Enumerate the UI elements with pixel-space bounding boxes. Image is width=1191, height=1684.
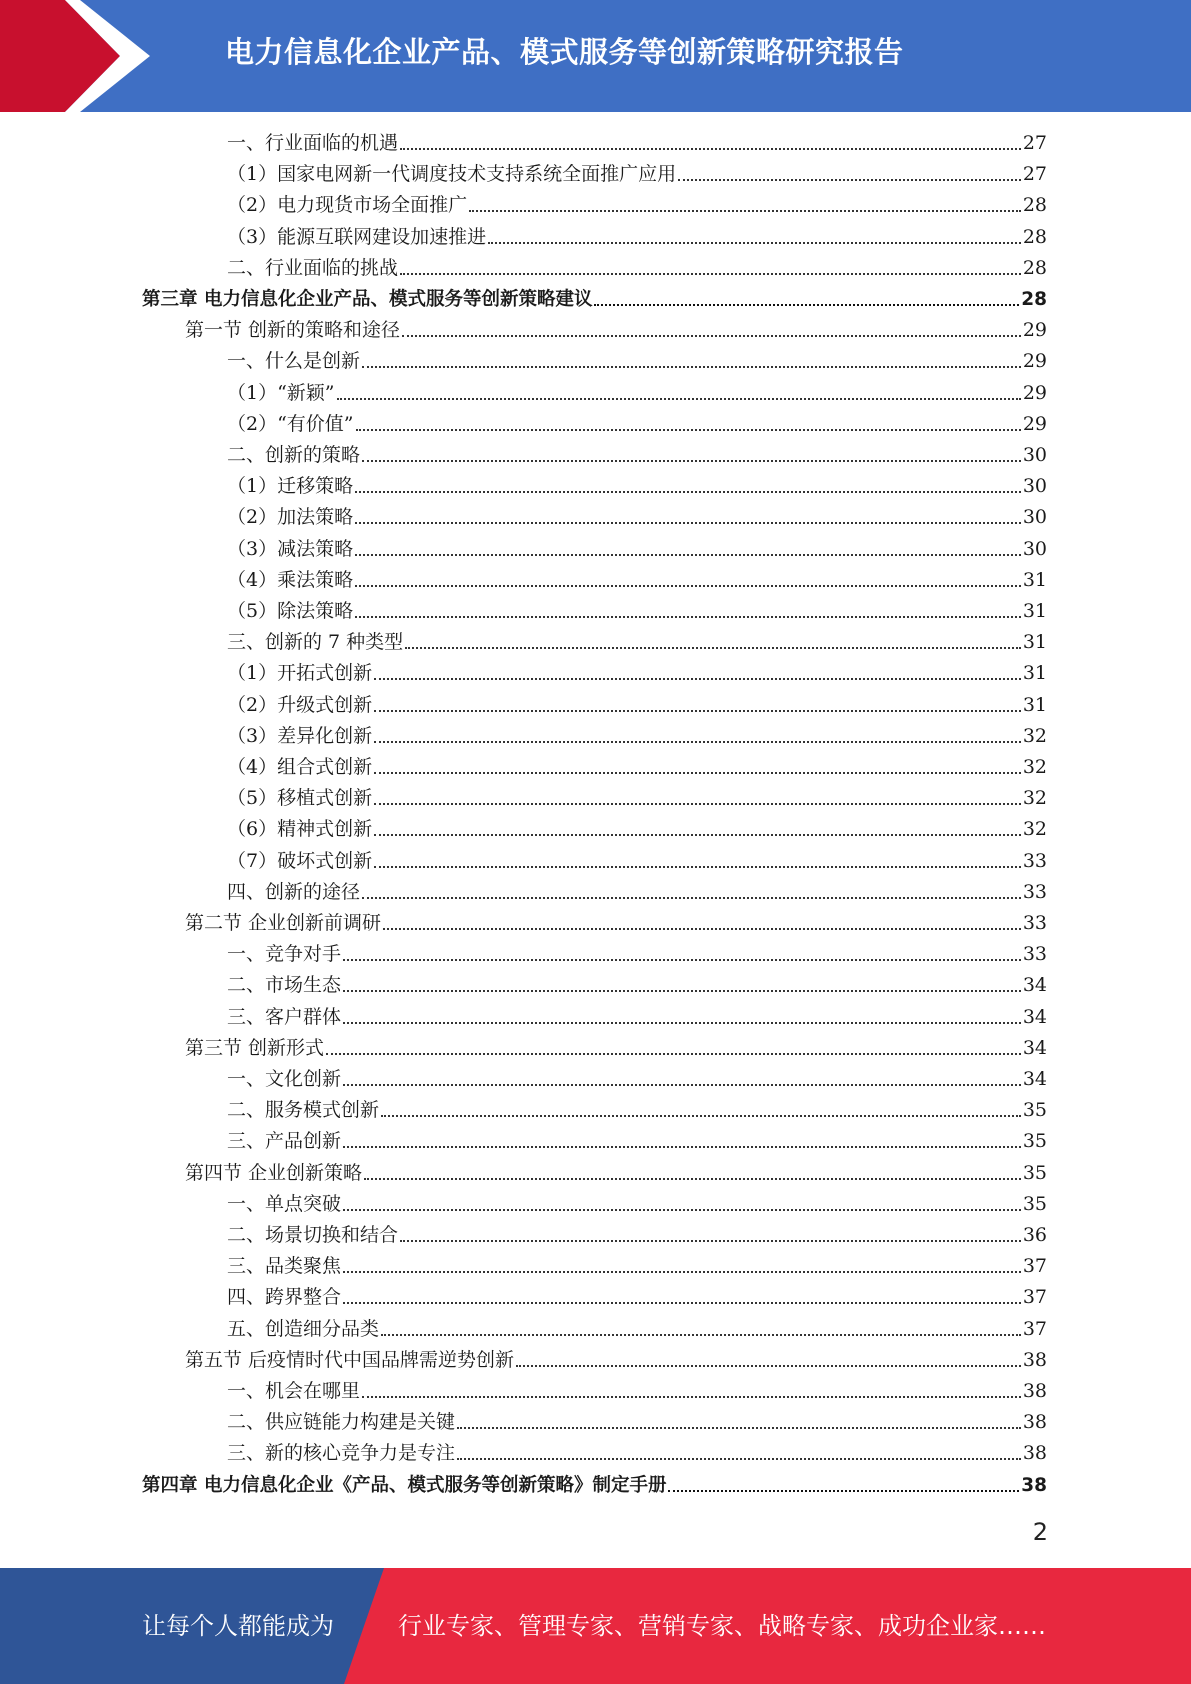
- toc-subsection-entry[interactable]: [227, 690, 1047, 721]
- toc-entry-title: 二、市场生态: [227, 974, 342, 997]
- toc-dot-leader: [405, 647, 1021, 649]
- toc-page-number: 32: [1022, 724, 1047, 747]
- toc-page-number: 27: [1022, 163, 1047, 186]
- toc-dot-leader: [343, 1209, 1021, 1211]
- toc-entry-title: 二、服务模式创新: [227, 1099, 380, 1122]
- toc-subsection-entry[interactable]: [227, 1407, 1047, 1438]
- toc-subsection-entry[interactable]: [227, 1376, 1047, 1407]
- toc-page-number: 38: [1022, 1442, 1047, 1465]
- toc-dot-leader: [343, 1022, 1021, 1024]
- toc-subsection-entry[interactable]: [227, 658, 1047, 689]
- toc-subsection-entry[interactable]: [227, 1251, 1047, 1282]
- toc-page-number: 30: [1022, 444, 1047, 466]
- toc-section-entry[interactable]: [185, 315, 1047, 346]
- toc-dot-leader: [362, 897, 1021, 899]
- toc-page-number: 34: [1022, 1036, 1047, 1059]
- toc-subsection-entry[interactable]: [227, 1189, 1047, 1220]
- toc-subsection-entry[interactable]: [227, 1095, 1047, 1126]
- toc-dot-leader: [343, 1084, 1021, 1086]
- toc-page-number: 38: [1022, 1380, 1047, 1402]
- page-header: [0, 0, 1191, 112]
- toc-entry-title: 五、创造细分品类: [227, 1317, 380, 1340]
- toc-entry-title: （3）减法策略: [227, 537, 354, 560]
- toc-dot-leader: [374, 803, 1021, 805]
- toc-dot-leader: [355, 491, 1021, 493]
- toc-page-number: 33: [1022, 943, 1047, 966]
- toc-entry-title: 三、产品创新: [227, 1130, 342, 1153]
- toc-page-number: 34: [1022, 1005, 1047, 1028]
- toc-subsection-entry[interactable]: [227, 783, 1047, 814]
- toc-dot-leader: [374, 710, 1021, 712]
- toc-dot-leader: [374, 772, 1021, 774]
- toc-page-number: 35: [1022, 1099, 1047, 1122]
- toc-subsection-entry[interactable]: [227, 128, 1047, 159]
- toc-entry-title: 第一节 创新的策略和途径: [185, 319, 401, 342]
- toc-entry-title: 第五节 后疫情时代中国品牌需逆势创新: [185, 1348, 515, 1371]
- toc-page-number: 33: [1022, 880, 1047, 903]
- toc-entry-title: 一、什么是创新: [227, 350, 361, 373]
- toc-page-number: 31: [1022, 631, 1047, 654]
- toc-page-number: 28: [1022, 256, 1047, 279]
- toc-dot-leader: [362, 460, 1021, 462]
- toc-entry-title: （5）移植式创新: [227, 787, 373, 810]
- toc-dot-leader: [381, 1334, 1021, 1336]
- toc-entry-title: 二、场景切换和结合: [227, 1224, 399, 1246]
- toc-entry-title: （1）国家电网新一代调度技术支持系统全面推广应用: [227, 163, 677, 186]
- toc-dot-leader: [457, 1427, 1021, 1429]
- toc-dot-leader: [374, 741, 1021, 743]
- toc-subsection-entry[interactable]: [227, 846, 1047, 877]
- toc-entry-title: 一、竞争对手: [227, 943, 342, 966]
- toc-dot-leader: [469, 210, 1021, 212]
- toc-dot-leader: [343, 959, 1021, 961]
- toc-entry-title: （3）能源互联网建设加速推进: [227, 225, 487, 248]
- toc-entry-title: 三、创新的 7 种类型: [227, 631, 404, 654]
- toc-dot-leader: [374, 866, 1021, 868]
- toc-dot-leader: [383, 928, 1021, 930]
- toc-dot-leader: [400, 148, 1021, 150]
- toc-page-number: 28: [1021, 289, 1047, 310]
- toc-entry-title: 四、跨界整合: [227, 1286, 342, 1309]
- toc-subsection-entry[interactable]: [227, 159, 1047, 190]
- toc-dot-leader: [343, 990, 1021, 992]
- toc-dot-leader: [362, 1396, 1021, 1398]
- toc-entry-title: （2）加法策略: [227, 506, 354, 529]
- toc-dot-leader: [381, 1115, 1021, 1117]
- toc-page-number: 30: [1022, 506, 1047, 529]
- toc-page-number: 35: [1022, 1192, 1047, 1215]
- toc-page-number: 34: [1022, 1068, 1047, 1090]
- toc-entry-title: 第二节 企业创新前调研: [185, 912, 382, 934]
- page-footer: [0, 1568, 1191, 1684]
- toc-dot-leader: [594, 304, 1019, 306]
- toc-subsection-entry[interactable]: [227, 1282, 1047, 1313]
- toc-page-number: 38: [1021, 1474, 1047, 1496]
- toc-entry-title: 第三章 电力信息化企业产品、模式服务等创新策略建议: [142, 289, 593, 310]
- toc-dot-leader: [343, 1146, 1021, 1148]
- toc-subsection-entry[interactable]: [227, 471, 1047, 502]
- toc-dot-leader: [355, 554, 1021, 556]
- toc-dot-leader: [374, 834, 1021, 836]
- toc-entry-title: （1）开拓式创新: [227, 662, 373, 685]
- toc-chapter-entry[interactable]: [142, 1470, 1047, 1501]
- toc-dot-leader: [356, 429, 1021, 431]
- toc-entry-title: （3）差异化创新: [227, 724, 373, 747]
- toc-page-number: 32: [1022, 818, 1047, 841]
- toc-page-number: 31: [1022, 662, 1047, 685]
- toc-dot-leader: [457, 1458, 1021, 1460]
- toc-subsection-entry[interactable]: [227, 565, 1047, 596]
- toc-subsection-entry[interactable]: [227, 409, 1047, 440]
- toc-page-number: 27: [1022, 132, 1047, 154]
- toc-page-number: 35: [1022, 1130, 1047, 1153]
- toc-subsection-entry[interactable]: [227, 596, 1047, 627]
- toc-entry-title: （2）“有价值”: [227, 412, 354, 435]
- toc-subsection-entry[interactable]: [227, 440, 1047, 471]
- toc-subsection-entry[interactable]: [227, 534, 1047, 565]
- toc-dot-leader: [343, 1271, 1021, 1273]
- toc-entry-title: 一、单点突破: [227, 1192, 342, 1215]
- footer-slogan-right: 行业专家、管理专家、营销专家、战略专家、成功企业家……: [398, 1612, 1046, 1640]
- toc-entry-title: （1）“新颖”: [227, 381, 335, 404]
- toc-page-number: 37: [1022, 1286, 1047, 1309]
- toc-entry-title: 三、新的核心竞争力是专注: [227, 1442, 456, 1465]
- toc-subsection-entry[interactable]: [227, 1314, 1047, 1345]
- toc-entry-title: 三、品类聚焦: [227, 1255, 342, 1278]
- toc-subsection-entry[interactable]: [227, 253, 1047, 284]
- toc-dot-leader: [400, 1240, 1021, 1242]
- toc-page-number: 38: [1022, 1411, 1047, 1434]
- toc-dot-leader: [326, 1053, 1021, 1055]
- page-number: 2: [1032, 1518, 1048, 1546]
- toc-entry-title: 二、供应链能力构建是关键: [227, 1411, 456, 1434]
- toc-entry-title: （4）组合式创新: [227, 756, 373, 778]
- toc-page-number: 37: [1022, 1317, 1047, 1340]
- toc-section-entry[interactable]: [185, 1345, 1047, 1376]
- toc-subsection-entry[interactable]: [227, 1220, 1047, 1251]
- toc-subsection-entry[interactable]: [227, 627, 1047, 658]
- toc-page-number: 32: [1022, 787, 1047, 810]
- toc-dot-leader: [678, 179, 1021, 181]
- toc-entry-title: 二、行业面临的挑战: [227, 256, 399, 279]
- toc-dot-leader: [516, 1365, 1021, 1367]
- toc-subsection-entry[interactable]: [227, 814, 1047, 845]
- toc-page-number: 29: [1022, 381, 1047, 404]
- toc-entry-title: （2）升级式创新: [227, 693, 373, 716]
- header-red-block: [0, 0, 120, 112]
- toc-page-number: 31: [1022, 693, 1047, 716]
- report-title: 电力信息化企业产品、模式服务等创新策略研究报告: [225, 35, 904, 69]
- toc-dot-leader: [355, 522, 1021, 524]
- toc-page-number: 28: [1022, 194, 1047, 217]
- toc-subsection-entry[interactable]: [227, 190, 1047, 221]
- toc-dot-leader: [488, 242, 1021, 244]
- toc-section-entry[interactable]: [185, 1158, 1047, 1189]
- toc-dot-leader: [374, 678, 1021, 680]
- toc-page-number: 35: [1022, 1161, 1047, 1184]
- toc-subsection-entry[interactable]: [227, 222, 1047, 253]
- toc-dot-leader: [355, 585, 1021, 587]
- toc-page-number: 36: [1022, 1224, 1047, 1246]
- toc-page-number: 32: [1022, 756, 1047, 778]
- toc-entry-title: （7）破坏式创新: [227, 849, 373, 872]
- toc-page-number: 30: [1022, 475, 1047, 498]
- header-arrow-decoration: [0, 0, 150, 112]
- toc-entry-title: 第四节 企业创新策略: [185, 1161, 363, 1184]
- toc-page-number: 28: [1022, 225, 1047, 248]
- toc-entry-title: 三、客户群体: [227, 1005, 342, 1028]
- toc-dot-leader: [337, 398, 1021, 400]
- toc-page-number: 38: [1022, 1348, 1047, 1371]
- toc-dot-leader: [364, 1178, 1021, 1180]
- toc-subsection-entry[interactable]: [227, 1002, 1047, 1033]
- toc-page-number: 33: [1022, 912, 1047, 934]
- toc-page-number: 29: [1022, 319, 1047, 342]
- toc-subsection-entry[interactable]: [227, 970, 1047, 1001]
- toc-dot-leader: [355, 616, 1021, 618]
- toc-subsection-entry[interactable]: [227, 721, 1047, 752]
- toc-entry-title: （1）迁移策略: [227, 475, 354, 498]
- toc-subsection-entry[interactable]: [227, 877, 1047, 908]
- toc-dot-leader: [402, 335, 1021, 337]
- toc-section-entry[interactable]: [185, 1033, 1047, 1064]
- toc-entry-title: 二、创新的策略: [227, 444, 361, 466]
- toc-dot-leader: [668, 1490, 1019, 1492]
- toc-page-number: 31: [1022, 600, 1047, 622]
- toc-dot-leader: [400, 273, 1021, 275]
- toc-entry-title: 一、文化创新: [227, 1068, 342, 1090]
- toc-entry-title: 四、创新的途径: [227, 880, 361, 903]
- toc-subsection-entry[interactable]: [227, 752, 1047, 783]
- toc-entry-title: 一、行业面临的机遇: [227, 132, 399, 154]
- toc-page-number: 37: [1022, 1255, 1047, 1278]
- toc-page-number: 34: [1022, 974, 1047, 997]
- toc-subsection-entry[interactable]: [227, 502, 1047, 533]
- toc-subsection-entry[interactable]: [227, 939, 1047, 970]
- toc-subsection-entry[interactable]: [227, 346, 1047, 377]
- toc-entry-title: 第四章 电力信息化企业《产品、模式服务等创新策略》制定手册: [142, 1474, 667, 1496]
- toc-page-number: 29: [1022, 412, 1047, 435]
- toc-dot-leader: [362, 366, 1021, 368]
- toc-section-entry[interactable]: [185, 908, 1047, 939]
- toc-entry-title: 第三节 创新形式: [185, 1036, 325, 1059]
- toc-dot-leader: [343, 1302, 1021, 1304]
- toc-page-number: 30: [1022, 537, 1047, 560]
- toc-entry-title: （5）除法策略: [227, 600, 354, 622]
- toc-chapter-entry[interactable]: [142, 284, 1047, 315]
- toc-entry-title: 一、机会在哪里: [227, 1380, 361, 1402]
- toc-page-number: 29: [1022, 350, 1047, 373]
- toc-subsection-entry[interactable]: [227, 1064, 1047, 1095]
- toc-subsection-entry[interactable]: [227, 378, 1047, 409]
- toc-subsection-entry[interactable]: [227, 1438, 1047, 1469]
- toc-entry-title: （6）精神式创新: [227, 818, 373, 841]
- toc-subsection-entry[interactable]: [227, 1126, 1047, 1157]
- toc-page-number: 31: [1022, 568, 1047, 591]
- toc-entry-title: （4）乘法策略: [227, 568, 354, 591]
- footer-slogan-left: 让每个人都能成为: [142, 1612, 334, 1640]
- toc-page-number: 33: [1022, 849, 1047, 872]
- toc-entry-title: （2）电力现货市场全面推广: [227, 194, 468, 217]
